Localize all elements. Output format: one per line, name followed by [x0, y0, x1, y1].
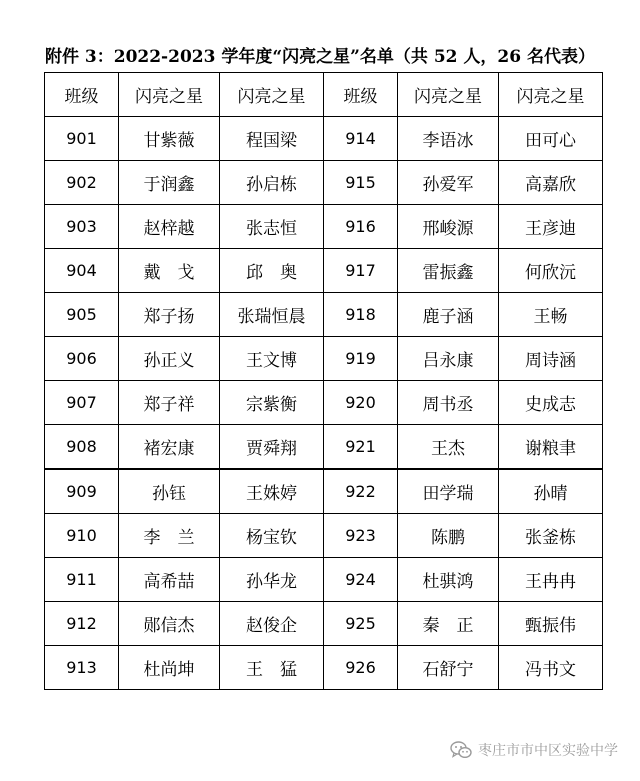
- student-name-cell: 杜尚坤: [119, 646, 220, 690]
- student-name-cell: 冯书文: [499, 646, 603, 690]
- table-row: [45, 425, 603, 470]
- student-name-cell: 程国梁: [220, 117, 324, 161]
- class-cell: 926: [324, 646, 398, 690]
- student-name-cell: 李 兰: [119, 514, 220, 558]
- table-row: [45, 161, 603, 205]
- column-header-star: 闪亮之星: [398, 73, 499, 117]
- student-name-cell: 郧信杰: [119, 602, 220, 646]
- student-name-cell: 宗紫衡: [220, 381, 324, 425]
- student-name-cell: 周书丞: [398, 381, 499, 425]
- class-cell: 908: [45, 425, 119, 470]
- table-row: [45, 117, 603, 161]
- column-header-star: 闪亮之星: [119, 73, 220, 117]
- student-name-cell: 于润鑫: [119, 161, 220, 205]
- student-name-cell: 何欣沅: [499, 249, 603, 293]
- student-name-cell: 戴 戈: [119, 249, 220, 293]
- class-cell: 925: [324, 602, 398, 646]
- student-name-cell: 孙钰: [119, 469, 220, 514]
- class-cell: 915: [324, 161, 398, 205]
- wechat-icon: [450, 741, 472, 759]
- class-cell: 924: [324, 558, 398, 602]
- class-cell: 901: [45, 117, 119, 161]
- student-name-cell: 杨宝钦: [220, 514, 324, 558]
- student-name-cell: 田学瑞: [398, 469, 499, 514]
- student-name-cell: 秦 正: [398, 602, 499, 646]
- table-row: [45, 514, 603, 558]
- student-name-cell: 周诗涵: [499, 337, 603, 381]
- table-row: [45, 469, 603, 514]
- student-name-cell: 王姝婷: [220, 469, 324, 514]
- student-name-cell: 王彦迪: [499, 205, 603, 249]
- class-cell: 904: [45, 249, 119, 293]
- class-cell: 911: [45, 558, 119, 602]
- class-cell: 909: [45, 469, 119, 514]
- student-name-cell: 王 猛: [220, 646, 324, 690]
- class-cell: 919: [324, 337, 398, 381]
- student-name-cell: 郑子扬: [119, 293, 220, 337]
- class-cell: 917: [324, 249, 398, 293]
- document-title: 附件 3：2022-2023 学年度“闪亮之星”名单（共 52 人，26 名代表）: [45, 47, 595, 67]
- class-cell: 906: [45, 337, 119, 381]
- source-watermark: [450, 740, 618, 760]
- student-name-cell: 李语冰: [398, 117, 499, 161]
- table-row: [45, 558, 603, 602]
- column-header-star: 闪亮之星: [220, 73, 324, 117]
- class-cell: 920: [324, 381, 398, 425]
- student-name-cell: 谢粮聿: [499, 425, 603, 470]
- class-cell: 921: [324, 425, 398, 470]
- student-name-cell: 褚宏康: [119, 425, 220, 470]
- student-name-cell: 高嘉欣: [499, 161, 603, 205]
- student-name-cell: 孙正义: [119, 337, 220, 381]
- stars-roster-table: [44, 72, 603, 690]
- column-header-class: 班级: [45, 73, 119, 117]
- student-name-cell: 郑子祥: [119, 381, 220, 425]
- class-cell: 918: [324, 293, 398, 337]
- student-name-cell: 赵俊企: [220, 602, 324, 646]
- class-cell: 907: [45, 381, 119, 425]
- student-name-cell: 邢峻源: [398, 205, 499, 249]
- table-row: [45, 249, 603, 293]
- class-cell: 910: [45, 514, 119, 558]
- student-name-cell: 甘紫薇: [119, 117, 220, 161]
- student-name-cell: 邱 奥: [220, 249, 324, 293]
- student-name-cell: 高希喆: [119, 558, 220, 602]
- student-name-cell: 陈鹏: [398, 514, 499, 558]
- class-cell: 902: [45, 161, 119, 205]
- student-name-cell: 孙爱军: [398, 161, 499, 205]
- class-cell: 913: [45, 646, 119, 690]
- student-name-cell: 吕永康: [398, 337, 499, 381]
- table-row: [45, 602, 603, 646]
- student-name-cell: 孙启栋: [220, 161, 324, 205]
- student-name-cell: 石舒宁: [398, 646, 499, 690]
- student-name-cell: 张瑞恒晨: [220, 293, 324, 337]
- class-cell: 903: [45, 205, 119, 249]
- student-name-cell: 贾舜翔: [220, 425, 324, 470]
- class-cell: 905: [45, 293, 119, 337]
- class-cell: 922: [324, 469, 398, 514]
- student-name-cell: 甄振伟: [499, 602, 603, 646]
- watermark-text: 枣庄市市中区实验中学: [478, 743, 618, 759]
- class-cell: 912: [45, 602, 119, 646]
- student-name-cell: 张志恒: [220, 205, 324, 249]
- table-row: [45, 646, 603, 690]
- student-name-cell: 赵梓越: [119, 205, 220, 249]
- student-name-cell: 鹿子涵: [398, 293, 499, 337]
- class-cell: 914: [324, 117, 398, 161]
- student-name-cell: 王文博: [220, 337, 324, 381]
- student-name-cell: 史成志: [499, 381, 603, 425]
- class-cell: 923: [324, 514, 398, 558]
- student-name-cell: 王畅: [499, 293, 603, 337]
- table-row: [45, 205, 603, 249]
- student-name-cell: 王冉冉: [499, 558, 603, 602]
- class-cell: 916: [324, 205, 398, 249]
- student-name-cell: 杜骐鸿: [398, 558, 499, 602]
- table-header-row: [45, 73, 603, 117]
- column-header-star: 闪亮之星: [499, 73, 603, 117]
- student-name-cell: 田可心: [499, 117, 603, 161]
- column-header-class: 班级: [324, 73, 398, 117]
- table-row: [45, 381, 603, 425]
- student-name-cell: 雷振鑫: [398, 249, 499, 293]
- student-name-cell: 孙晴: [499, 469, 603, 514]
- table-row: [45, 293, 603, 337]
- student-name-cell: 张釜栋: [499, 514, 603, 558]
- student-name-cell: 孙华龙: [220, 558, 324, 602]
- table-row: [45, 337, 603, 381]
- student-name-cell: 王杰: [398, 425, 499, 470]
